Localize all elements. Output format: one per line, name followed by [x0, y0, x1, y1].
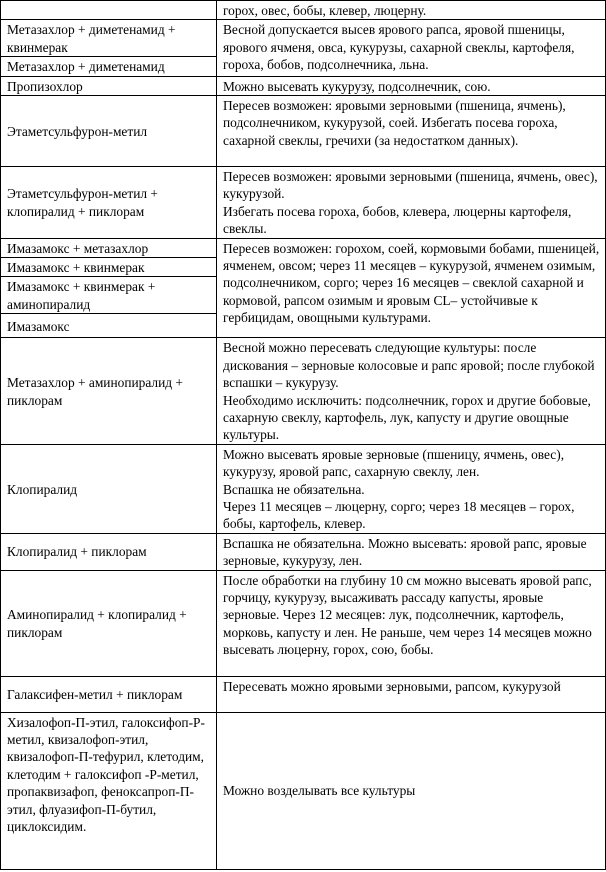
- table-row: [1, 570, 606, 676]
- table-cell-left: Имазамокс + метазахлор: [1, 238, 217, 257]
- table-row: [1, 76, 606, 95]
- table-cell-right: После обработки на глубину 10 см можно высевать яровой рапс, горчицу, кукурузу, высаживать рассаду капусты, яровые зерновые. Через 12 месяцев: лук, подсолнечник, картофель, морковь, капусту и лен. Не раньше, чем через 14 месяцев можно высевать люцерну, горох, сою, бобы.: [217, 570, 606, 676]
- table-cell-left: Имазамокс: [1, 314, 217, 338]
- cell-paragraph: Весной можно пересевать следующие культуры: после дискования – зерновые колосовые и рапс яровой; после глубокой вспашки – кукурузу.: [223, 340, 595, 391]
- cell-paragraph: Пересев возможен: яровыми зерновыми (пшеница, ячмень, овес), кукурузой.: [223, 169, 598, 202]
- table-cell-left: Аминопиралид + клопиралид + пиклорам: [1, 570, 217, 676]
- table-cell-left: Имазамокс + квинмерак: [1, 258, 217, 277]
- table-row: [1, 1, 606, 20]
- table-cell-left: Метазахлор + аминопиралид + пиклорам: [1, 338, 217, 444]
- table-cell-right: Пересев возможен: яровыми зерновыми (пшеница, ячмень), подсолнечником, кукурузой, соей. Избегать посева гороха, сахарной свеклы, гречихи (за недостатком данных).: [217, 96, 606, 167]
- table-cell-left: Галаксифен-метил + пиклорам: [1, 676, 217, 712]
- table-cell-right: [217, 444, 606, 533]
- cell-paragraph: Через 11 месяцев – люцерну, сорго; через 18 месяцев – горох, бобы, картофель, клевер.: [223, 498, 575, 532]
- cell-paragraph: Вспашка не обязательна.: [223, 481, 365, 497]
- table-row: [1, 96, 606, 167]
- table-row: [1, 238, 606, 257]
- table-cell-left: Хизалофоп-П-этил, галоксифоп-Р-метил, квизалофоп-этил, квизалофоп-П-тефурил, клетодим, клетодим + галоксифоп -Р-метил, пропаквизафоп, феноксапроп-П-этил, флуазифоп-П-бутил, циклоксидим.: [1, 712, 217, 869]
- table-cell-left: Клопиралид: [1, 444, 217, 533]
- table-row: [1, 167, 606, 239]
- table-cell-left: Этаметсульфурон-метил: [1, 96, 217, 167]
- table-cell-left: [1, 1, 217, 20]
- table-cell-right: [217, 167, 606, 239]
- table-row: [1, 533, 606, 570]
- table-cell-left: Этаметсульфурон-метил + клопиралид + пиклорам: [1, 167, 217, 239]
- cell-paragraph: Можно высевать яровые зерновые (пшеницу, ячмень, овес), кукурузу, яровой рапс, сахарную свеклу, лен.: [223, 446, 565, 480]
- table-row: [1, 676, 606, 712]
- table-row: [1, 712, 606, 869]
- cell-paragraph: Необходимо исключить: подсолнечник, горох и другие бобовые, сахарную свеклу, картофель, лук, капусту и другие овощные культуры.: [223, 392, 591, 443]
- table-row: [1, 338, 606, 444]
- table-cell-left: Имазамокс + квинмерак + аминопиралид: [1, 277, 217, 314]
- table-cell-right: Вспашка не обязательна. Можно высевать: яровой рапс, яровые зерновые, кукурузу, лен.: [217, 533, 606, 570]
- table-row: [1, 20, 606, 57]
- table-cell-right: Можно возделывать все культуры: [217, 712, 606, 869]
- table-cell-right: Пересев возможен: горохом, соей, кормовыми бобами, пшеницей, ячменем, овсом; через 11 месяцев – кукурузой, ячменем озимым, подсолнечником, сорго; через 16 месяцев – свеклой сахарной и кормовой, рапсом озимым и яровым CL– устойчивые к гербицидам, овощными культурами.: [217, 238, 606, 338]
- table-row: [1, 444, 606, 533]
- table-cell-right: Пересевать можно яровыми зерновыми, рапсом, кукурузой: [217, 676, 606, 712]
- table-cell-right: горох, овес, бобы, клевер, люцерну.: [217, 1, 606, 20]
- table-cell-right: Весной допускается высев ярового рапса, яровой пшеницы, ярового ячменя, овса, кукурузы, сахарной свеклы, картофеля, гороха, бобов, подсолнечника, льна.: [217, 20, 606, 76]
- table-cell-left: Пропизохлор: [1, 76, 217, 95]
- table-cell-left: Метазахлор + диметенамид: [1, 57, 217, 76]
- table-cell-left: Клопиралид + пиклорам: [1, 533, 217, 570]
- table-cell-left: Метазахлор + диметенамид + квинмерак: [1, 20, 217, 57]
- cell-paragraph: Избегать посева гороха, бобов, клевера, люцерны картофеля, свеклы.: [223, 203, 572, 237]
- table-cell-right: Можно высевать кукурузу, подсолнечник, сою.: [217, 76, 606, 95]
- table-cell-right: [217, 338, 606, 444]
